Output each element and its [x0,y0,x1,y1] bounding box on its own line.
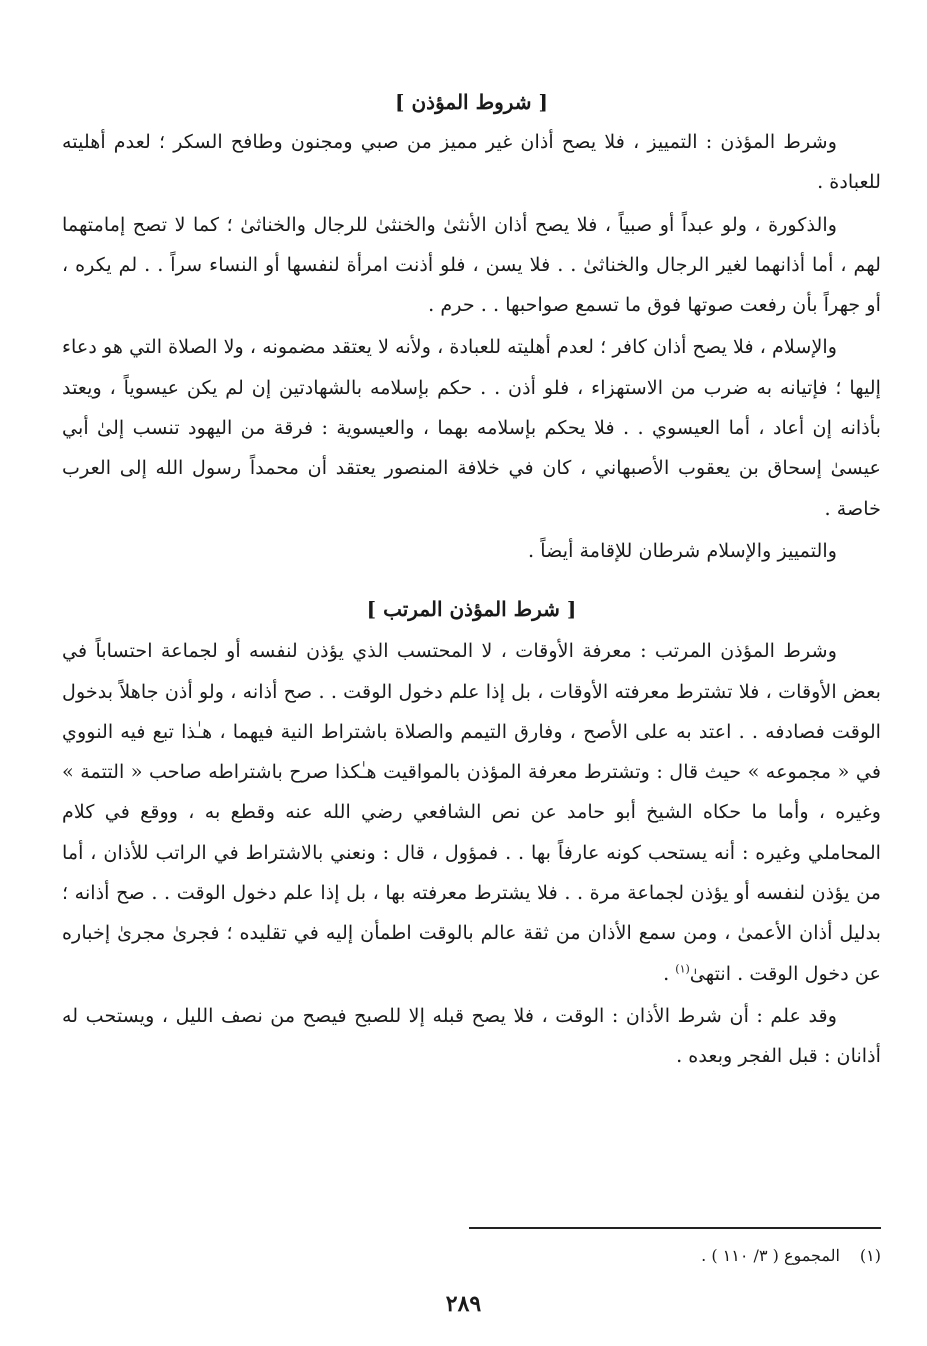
paragraph-appointed-muezzin: وشرط المؤذن المرتب : معرفة الأوقات ، لا المحتسب الذي يؤذن لنفسه أو لجماعة احتساباً في بعض الأوقات ، فلا تشترط معرفته الأوقات ، بل إذا علم دخول الوقت . . صح أذانه ، ولو أذن جاهلاً بدخول الوقت فصادفه . . اعتد به على الأصح ، وفارق التيمم والصلاة باشتراط النية فيهما ، هـٰذا تبع فيه النووي في « مجموعه » حيث قال : وتشترط معرفة المؤذن بالمواقيت هـٰكذا صرح باشتراطه صاحب « التتمة » وغيره ، وأما ما حكاه الشيخ أبو حامد عن نص الشافعي رضي الله عنه وقطع به ، ووقع في كلام المحاملي وغيره : أنه يستحب كونه عارفاً بها . . فمؤول ، قال : ونعني بالاشتراط في الراتب للأذان ، أما من يؤذن لنفسه أو يؤذن لجماعة مرة . . فلا يشترط معرفته بها ، بل إذا علم دخول الوقت . . صح أذانه ؛ بدليل أذان الأعمىٰ ، ومن سمع الأذان من ثقة عالم بالوقت اطمأن إليه في تقليده ؛ فجرىٰ مجرىٰ إخباره عن دخول الوقت . انتهىٰ$^{(١)}$ . [62,639,881,985]
footnote-divider [469,1227,881,1229]
paragraph-adhan-time: وقد علم : أن شرط الأذان : الوقت ، فلا يصح قبله إلا للصبح فيصح من نصف الليل ، ويستحب له أذانان : قبل الفجر وبعده . [62,1003,881,1068]
paragraph-islam: والإسلام ، فلا يصح أذان كافر ؛ لعدم أهليته للعبادة ، ولأنه لا يعتقد مضمونه ، ولا الصلاة التي هو دعاء إليها ؛ فإتيانه به ضرب من الاستهزاء ، فلو أذن . . حكم بإسلامه بالشهادتين إن لم يكن عيسوياً ، ويعتد بأذانه إن أعاد ، أما العيسوي . . فلا يحكم بإسلامه بهما ، والعيسوية : فرقة من اليهود تنسب إلىٰ أبي عيسىٰ إسحاق بن يعقوب الأصبهاني ، كان في خلافة المنصور يعتقد أن محمداً رسول الله إلى العرب خاصة . [62,335,881,520]
footnote-text: المجموع ( ٣/ ١١٠ ) . [701,1246,840,1265]
section-heading-appointed-muezzin: [ شرط المؤذن المرتب ] [366,597,577,622]
footnote-number: (١) [859,1246,881,1265]
footnote [281,1243,881,1269]
section-heading-muezzin-conditions: [ شروط المؤذن ] [395,90,548,114]
paragraph-appointed-muezzin-text: وشرط المؤذن المرتب : معرفة الأوقات ، لا المحتسب الذي يؤذن لنفسه أو لجماعة احتساباً في بعض الأوقات ، فلا تشترط معرفته الأوقات ، بل إذا علم دخول الوقت . . صح أذانه ، ولو أذن جاهلاً بدخول الوقت فصادفه . . اعتد به على الأصح ، وفارق التيمم والصلاة باشتراط النية فيهما ، هـٰذا تبع فيه النووي في « مجموعه » حيث قال : وتشترط معرفة المؤذن بالمواقيت هـٰكذا صرح باشتراطه صاحب « التتمة » وغيره ، وأما ما حكاه الشيخ أبو حامد عن نص الشافعي رضي الله عنه وقطع به ، ووقع في كلام المحاملي وغيره : أنه يستحب كونه عارفاً بها . . فمؤول ، قال : ونعني بالاشتراط في الراتب للأذان ، أما من يؤذن لنفسه أو يؤذن لجماعة مرة . . فلا يشترط معرفته بها ، بل إذا علم دخول الوقت . . صح أذانه ؛ بدليل أذان الأعمىٰ ، ومن سمع الأذان من ثقة عالم بالوقت اطمأن إليه في تقليده ؛ فجرىٰ مجرىٰ إخباره عن دخول الوقت . انتهىٰ [62,639,881,985]
paragraph-masculinity: والذكورة ، ولو عبداً أو صبياً ، فلا يصح أذان الأنثىٰ والخنثىٰ للرجال والخناثىٰ ؛ كما لا تصح إمامتهما لهم ، أما أذانهما لغير الرجال والخناثىٰ . . فلا يسن ، فلو أذنت امرأة لنفسها أو النساء سراً . . لم يكره ، أو جهراً بأن رفعت صوتها فوق ما تسمع صواحبها . . حرم . [62,212,881,317]
page-number: ٢٨٩ [445,1291,482,1317]
paragraph-discernment: وشرط المؤذن : التمييز ، فلا يصح أذان غير مميز من صبي ومجنون وطافح السكر ؛ لعدم أهليته للعبادة . [62,130,881,194]
paragraph-iqama-conditions: والتمييز والإسلام شرطان للإقامة أيضاً . [528,538,837,562]
footnote-marker: (١) [675,962,690,976]
